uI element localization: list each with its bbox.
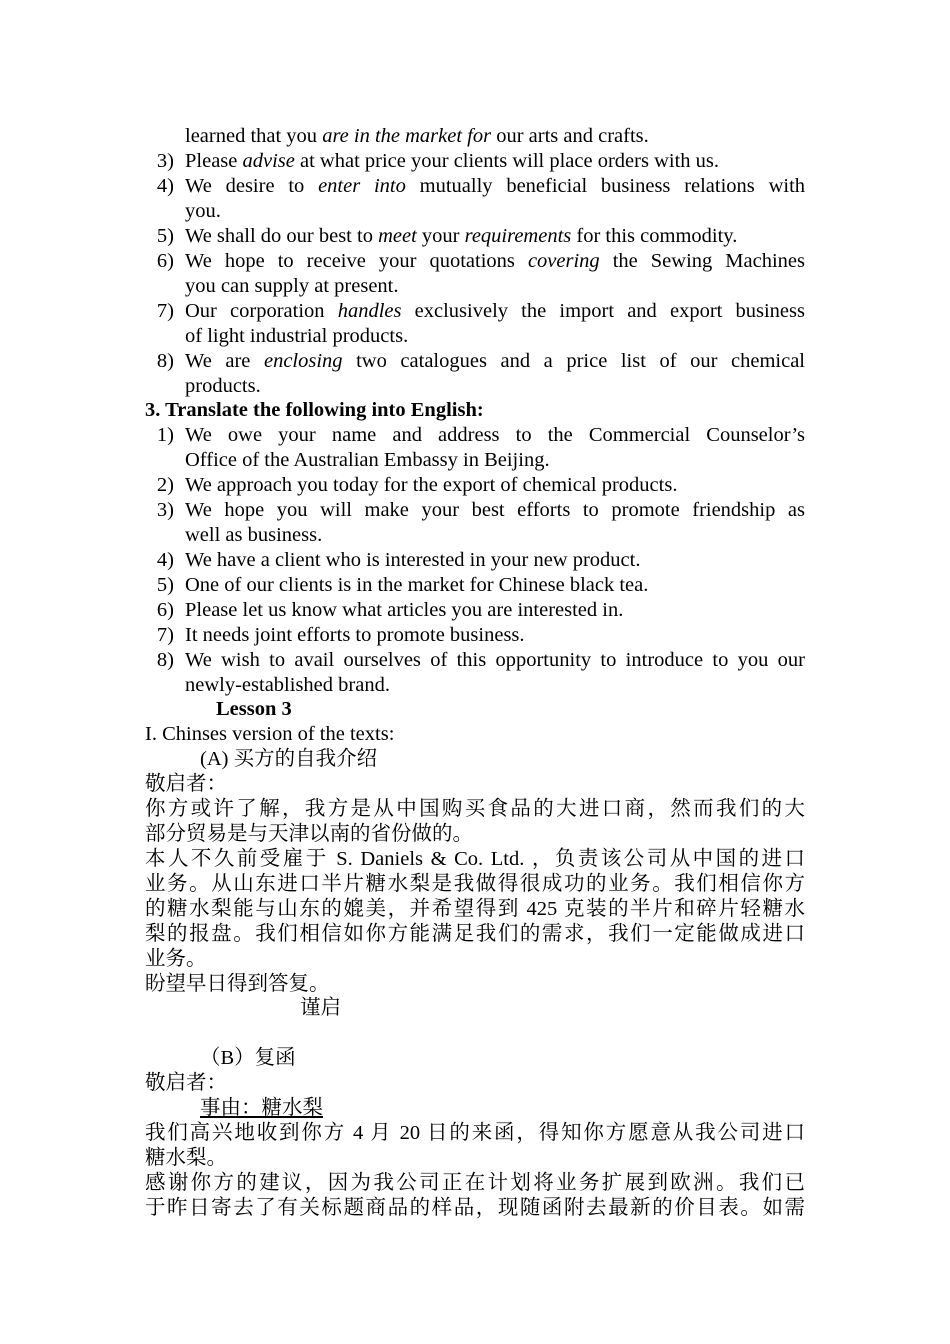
letter-a-line: 梨的报盘。我们相信如你方能满足我们的需求，我们一定能做成进口 <box>145 923 805 945</box>
letter-a-line: 盼望早日得到答复。 <box>145 973 330 995</box>
exercise-2-item-number: 6) <box>156 250 174 272</box>
exercise-2-item-line: We desire to enter into mutually beneficial business relations with <box>185 175 806 197</box>
exercise-2-item-line: We shall do our best to meet your requirements for this commodity. <box>185 225 738 247</box>
letter-b-line: 我们高兴地收到你方 4 月 20 日的来函，得知你方愿意从我公司进口 <box>145 1122 805 1144</box>
exercise-3-heading: 3. Translate the following into English: <box>145 399 484 421</box>
exercise-2-item-number: 5) <box>156 225 174 247</box>
letter-a-salutation: 敬启者： <box>145 773 227 795</box>
letter-a-line: 业务。从山东进口半片糖水梨是我做得很成功的业务。我们相信你方 <box>145 873 805 895</box>
letter-b-line: 糖水梨。 <box>145 1147 227 1169</box>
exercise-2-item-number: 7) <box>156 300 174 322</box>
letter-a-line: 部分贸易是与天津以南的省份做的。 <box>145 823 473 845</box>
exercise-3-item-number: 2) <box>156 474 174 496</box>
exercise-3-item-line: We hope you will make your best efforts to promote friendship as <box>185 499 805 521</box>
exercise-3-item-number: 1) <box>156 424 174 446</box>
exercise-3-item-number: 8) <box>156 649 174 671</box>
section-heading: I. Chinses version of the texts: <box>145 723 395 745</box>
exercise-3-item-line: We wish to avail ourselves of this opportunity to introduce to you our <box>185 649 805 671</box>
letter-a-title: (A) 买方的自我介绍 <box>200 748 378 770</box>
exercise-3-item-line: It needs joint efforts to promote business. <box>185 624 525 646</box>
exercise-2-item-line: products. <box>185 375 261 397</box>
exercise-2-item-number: 3) <box>156 150 174 172</box>
exercise-2-item-line: you can supply at present. <box>185 275 399 297</box>
letter-a-line: 本人不久前受雇于 S. Daniels & Co. Ltd. ，负责该公司从中国的进口 <box>145 848 805 870</box>
exercise-2-item-line: We hope to receive your quotations covering the Sewing Machines <box>185 250 805 272</box>
exercise-3-item-line: One of our clients is in the market for Chinese black tea. <box>185 574 649 596</box>
exercise-3-item-line: We have a client who is interested in your new product. <box>185 549 641 571</box>
letter-a-closing: 谨启 <box>300 997 341 1019</box>
exercise-2-item-line: of light industrial products. <box>185 325 409 347</box>
exercise-2-item-line: We are enclosing two catalogues and a price list of our chemical <box>185 350 805 372</box>
lesson-title: Lesson 3 <box>216 698 292 720</box>
exercise-2-item-number: 4) <box>156 175 174 197</box>
exercise-2-item-number: 8) <box>156 350 174 372</box>
exercise-2-item-line: Please advise at what price your clients will place orders with us. <box>185 150 719 172</box>
exercise-3-item-number: 5) <box>156 574 174 596</box>
letter-b-line: 感谢你方的建议，因为我公司正在计划将业务扩展到欧洲。我们已 <box>145 1172 805 1194</box>
exercise-3-item-line: We approach you today for the export of chemical products. <box>185 474 678 496</box>
letter-b-line: 于昨日寄去了有关标题商品的样品，现随函附去最新的价目表。如需 <box>145 1197 805 1219</box>
letter-a-line: 你方或许了解，我方是从中国购买食品的大进口商，然而我们的大 <box>145 798 805 820</box>
exercise-3-item-line: We owe your name and address to the Commercial Counselor’s <box>185 424 805 446</box>
exercise-3-item-number: 4) <box>156 549 174 571</box>
exercise-3-item-number: 7) <box>156 624 174 646</box>
exercise-3-item-number: 6) <box>156 599 174 621</box>
exercise-3-item-number: 3) <box>156 499 174 521</box>
letter-a-line: 业务。 <box>145 948 207 970</box>
exercise-2-item-line: Our corporation handles exclusively the import and export business <box>185 300 805 322</box>
letter-b-salutation: 敬启者： <box>145 1072 227 1094</box>
exercise-3-item-line: well as business. <box>185 524 323 546</box>
exercise-3-item-line: Office of the Australian Embassy in Beijing. <box>185 449 550 471</box>
letter-a-line: 的糖水梨能与山东的媲美，并希望得到 425 克装的半片和碎片轻糖水 <box>145 898 805 920</box>
exercise-2-item-line: you. <box>185 200 221 222</box>
exercise-2-item-line: learned that you are in the market for our arts and crafts. <box>185 125 649 147</box>
exercise-3-item-line: Please let us know what articles you are interested in. <box>185 599 624 621</box>
exercise-3-item-line: newly-established brand. <box>185 674 390 696</box>
letter-b-title: （B）复函 <box>200 1047 296 1069</box>
letter-b-subject: 事由：糖水梨 <box>200 1097 323 1119</box>
